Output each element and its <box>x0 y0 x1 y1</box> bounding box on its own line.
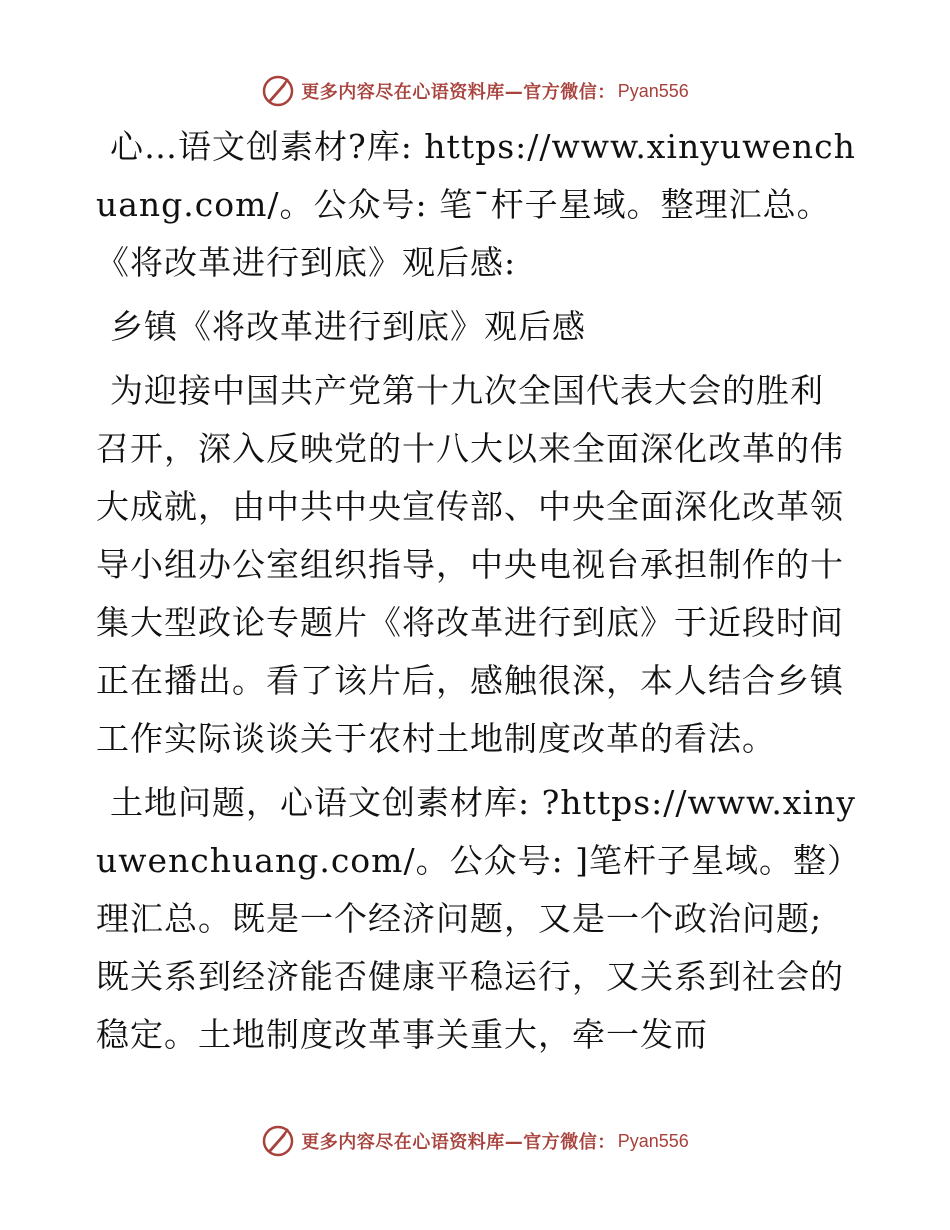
footer-banner-contact: Pyan556 <box>617 1130 689 1151</box>
header-banner-contact: Pyan556 <box>617 80 689 101</box>
header-banner <box>0 71 950 111</box>
footer-banner <box>0 1121 950 1161</box>
paragraph-background: 为迎接中国共产党第十九次全国代表大会的胜利召开，深入反映党的十八大以来全面深化改革的伟大成就，由中共中央宣传部、中央全面深化改革领导小组办公室组织指导，中央电视台承担制作的十集大型政论专题片《将改革进行到底》于近段时间正在播出。看了该片后，感触很深，本人结合乡镇工作实际谈谈关于农村土地制度改革的看法。 <box>96 371 844 758</box>
paragraph-land-issue: 土地问题，心语文创素材库: ?https://www.xinyuwenchuang.com/。公众号: ]笔杆子星域。整）理汇总。既是一个经济问题，又是一个政治问题; 既关系到经济能否健康平稳运行，又关系到社会的稳定。土地制度改革事关重大，牵一发而 <box>96 783 856 1054</box>
document-body <box>96 118 856 1070</box>
paragraph-intro: 心…语文创素材?库: https://www.xinyuwenchuang.com/。公众号: 笔¯杆子星域。整理汇总。《将改革进行到底》观后感: <box>96 127 856 282</box>
paragraph-title: 乡镇《将改革进行到底》观后感 <box>110 307 586 346</box>
quill-logo-icon <box>261 74 295 108</box>
footer-banner-text: 更多内容尽在心语资料库—官方微信： <box>301 1132 616 1153</box>
header-banner-text: 更多内容尽在心语资料库—官方微信： <box>301 82 616 103</box>
quill-logo-icon <box>261 1124 295 1158</box>
